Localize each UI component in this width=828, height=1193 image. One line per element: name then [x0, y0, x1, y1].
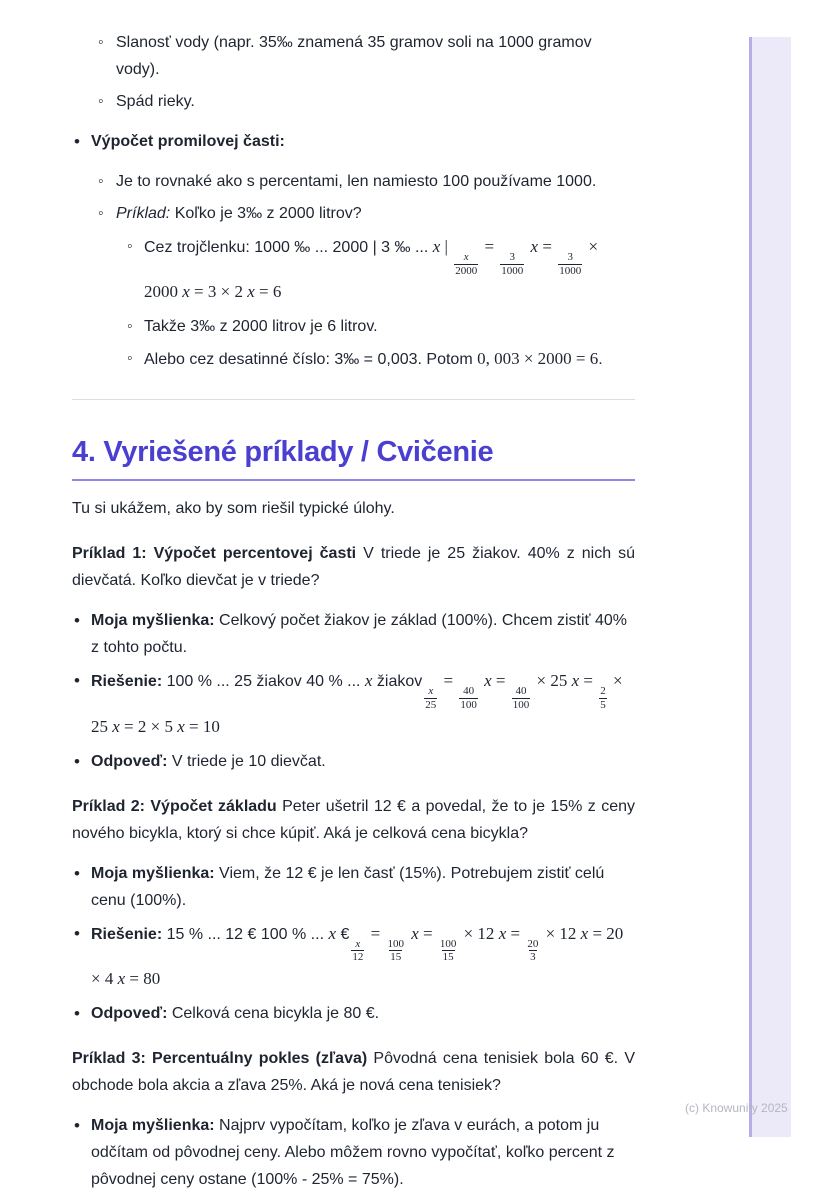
list-item-same-as-percent: ◦ Je to rovnaké ako s percentami, len namiesto 100 používame 1000.	[72, 168, 635, 195]
example3-statement: Príklad 3: Percentuálny pokles (zľava) Pôvodná cena tenisiek bola 60 €. V obchode bola akcia a zľava 25%. Aká je nová cena tenisiek?	[72, 1049, 635, 1094]
list-item-permille-calculation: • Výpočet promilovej časti:	[72, 128, 635, 155]
math-fraction: $\frac{x}{2000}$	[455, 251, 478, 277]
example1-answer: • Odpoveď: V triede je 10 dievčat.	[72, 748, 635, 775]
math-fraction: $\frac{3}{1000}$	[559, 251, 582, 277]
section-divider	[72, 399, 635, 400]
list-item-permille-result: ◦ Takže 3‰ z 2000 litrov je 6 litrov.	[72, 313, 635, 340]
example2-statement: Príklad 2: Výpočet základu Peter ušetril 12 € a povedal, že to je 15% z ceny nového bicykla, ktorý si chce kúpiť. Aká je celková cena bicykla?	[72, 797, 635, 842]
watermark-text: (c) Knowunity 2025	[685, 1101, 788, 1115]
example3-thought: • Moja myšlienka: Najprv vypočítam, koľko je zľava v eurách, a potom ju odčítam od pôvodnej ceny. Alebo môžem rovno vypočítať, koľko percent z pôvodnej ceny ostane (100% - 25% = 75%).	[72, 1112, 635, 1193]
list-item-rule-of-three: ◦ Cez trojčlenku: 1000 ‰ ... 2000 | 3 ‰ ... x | $\frac{x}{2000}$ = $\frac{3}{1000}$ x = $\frac{3}{1000}$ × 2000 x = 3 × 2 x = 6	[72, 232, 635, 308]
list-item-river-gradient: ◦ Spád rieky.	[72, 88, 635, 115]
right-margin-highlight	[749, 37, 791, 1137]
section-intro: Tu si ukážem, ako by som riešil typické úlohy.	[72, 500, 395, 518]
example2-solution: • Riešenie: 15 % ... 12 € 100 % ... x € $\frac{x}{12}$ = $\frac{100}{15}$ x = $\frac{100}{15}$ × 12 x = $\frac{20}{3}$ × 12 x = 20 × 4 x = 80	[72, 919, 635, 995]
math-fraction: $\frac{40}{100}$	[512, 685, 530, 711]
document-content	[72, 29, 635, 1193]
example1-solution: • Riešenie: 100 % ... 25 žiakov 40 % ... x žiakov $\frac{x}{25}$ = $\frac{40}{100}$ x = $\frac{40}{100}$ × 25 x = $\frac{2}{5}$ × 25 x = 2 × 5 x = 10	[72, 666, 635, 742]
list-item-salinity: ◦ Slanosť vody (napr. 35‰ znamená 35 gramov soli na 1000 gramov vody).	[72, 29, 635, 83]
math-fraction: $\frac{x}{12}$	[352, 937, 364, 964]
math-fraction: $\frac{100}{15}$	[439, 937, 457, 964]
math-fraction: $\frac{x}{25}$	[425, 685, 437, 711]
section-heading: 4. Vyriešené príklady / Cvičenie	[72, 434, 635, 481]
example1-thought: • Moja myšlienka: Celkový počet žiakov je základ (100%). Chcem zistiť 40% z tohto počtu.	[72, 607, 635, 661]
math-fraction: $\frac{100}{15}$	[387, 937, 404, 964]
math-fraction: $\frac{2}{5}$	[600, 685, 606, 711]
example2-thought: • Moja myšlienka: Viem, že 12 € je len časť (15%). Potrebujem zistiť celú cenu (100%).	[72, 860, 635, 914]
list-item-permille-example: ◦ Príklad: Koľko je 3‰ z 2000 litrov?	[72, 200, 635, 227]
list-item-decimal-method: ◦ Alebo cez desatinné číslo: 3‰ = 0,003. Potom 0, 003 × 2000 = 6.	[72, 345, 635, 373]
math-fraction: $\frac{20}{3}$	[527, 937, 539, 964]
example1-statement: Príklad 1: Výpočet percentovej časti V triede je 25 žiakov. 40% z nich sú dievčatá. Koľko dievčat je v triede?	[72, 545, 636, 590]
example2-answer: • Odpoveď: Celková cena bicykla je 80 €.	[72, 1000, 635, 1027]
math-fraction: $\frac{3}{1000}$	[501, 251, 524, 277]
math-fraction: $\frac{40}{100}$	[460, 685, 477, 711]
